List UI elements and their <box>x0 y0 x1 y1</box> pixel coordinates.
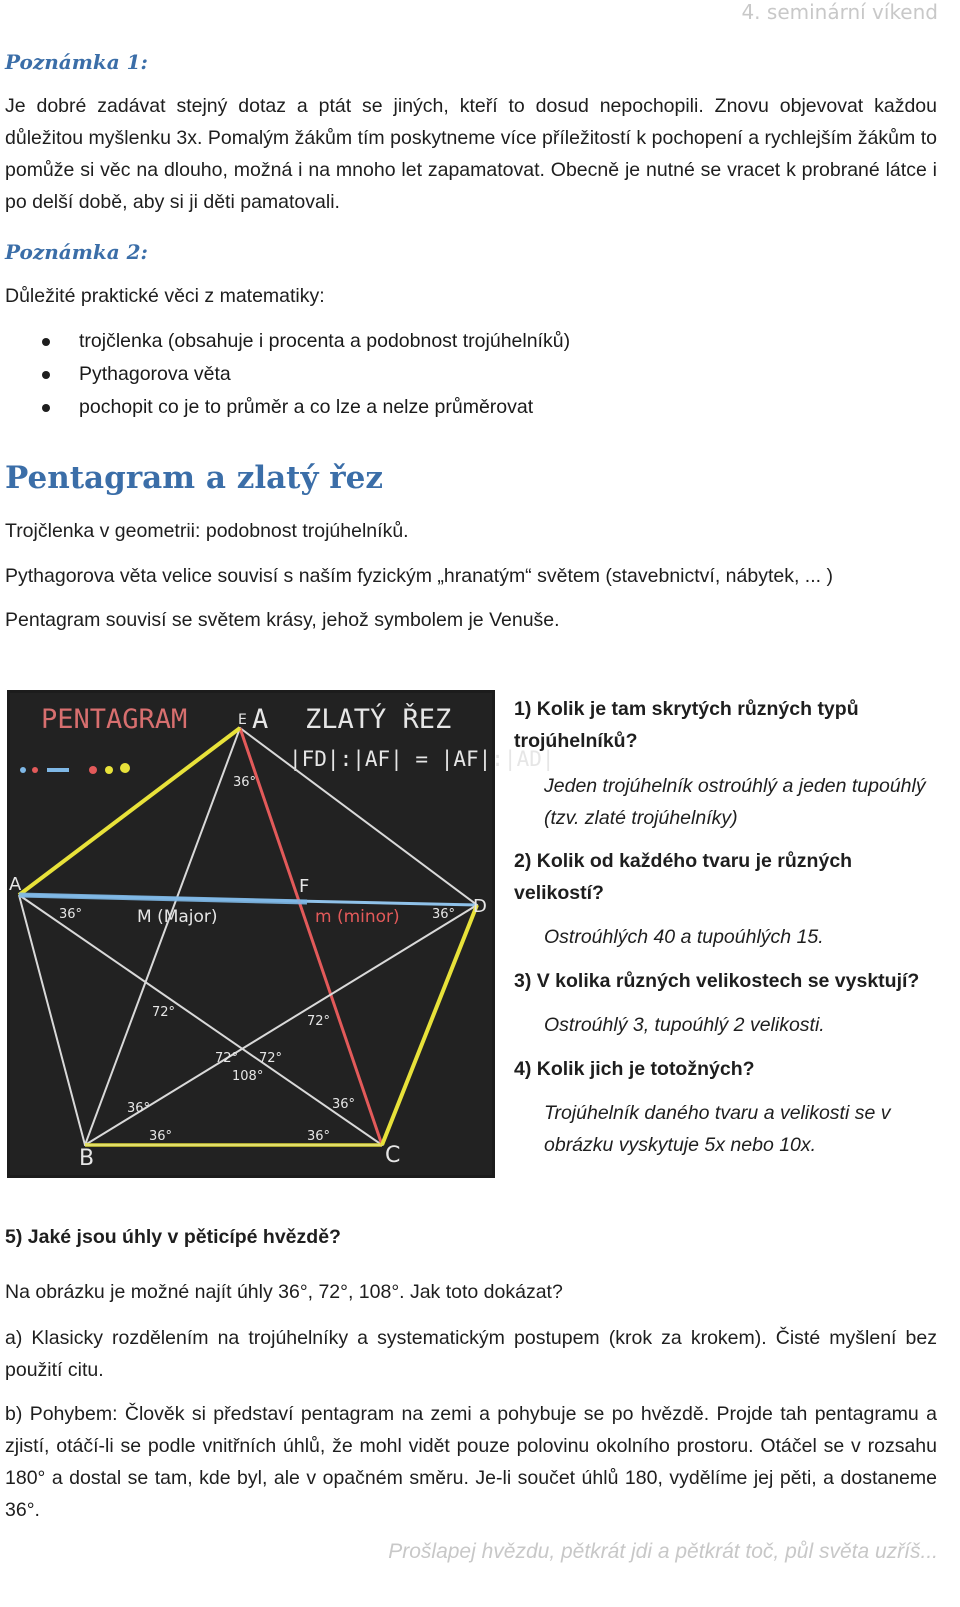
question-3: 3) V kolika různých velikostech se vysktují? <box>514 970 920 992</box>
angle-label: 72° <box>259 1051 283 1066</box>
q5-answer-a: a) Klasicky rozdělením na trojúhelníky a systematickým postupem (krok za krokem). Čisté myšlení bez použití citu. <box>5 1327 937 1381</box>
question-4: 4) Kolik jich je totožných? <box>514 1058 755 1080</box>
board-title-left: PENTAGRAM <box>41 704 188 735</box>
section-line-1: Trojčlenka v geometrii: podobnost trojúhelníků. <box>5 520 409 542</box>
note1-text: Je dobré zadávat stejný dotaz a ptát se jiných, kteří to dosud nepochopili. Znovu objevovat každou důležitou myšlenku 3x. Pomalým žákům tím poskytneme více příležitostí k pochopení a rychlejším žákům to pomůže si věc na dlouho, možná i na mnoho let zapamatovat. Obecně je nutné se vracet k probrané látce i po delší době, aby si ji děti pamatovali. <box>5 95 937 213</box>
answer-4: Trojúhelník daného tvaru a velikosti se v obrázku vyskytuje 5x nebo 10x. <box>544 1102 891 1156</box>
bullet-dot-icon <box>42 371 50 379</box>
page-header: 4. seminární víkend <box>741 0 938 24</box>
note2-title: Poznámka 2: <box>5 240 148 264</box>
question-5: 5) Jaké jsou úhly v pěticípé hvězdě? <box>5 1226 341 1248</box>
angle-label: 36° <box>233 775 257 790</box>
vertex-label-F: F <box>299 876 310 897</box>
question-1: 1) Kolik je tam skrytých různých typů trojúhelníků? <box>514 698 859 752</box>
q5-line1: Na obrázku je možné najít úhly 36°, 72°, 108°. Jak toto dokázat? <box>5 1281 563 1303</box>
section-title: Pentagram a zlatý řez <box>5 460 383 496</box>
section-line-3: Pentagram souvisí se světem krásy, jehož symbolem je Venuše. <box>5 609 560 631</box>
list-item: trojčlenka (obsahuje i procenta a podobnost trojúhelníků) <box>0 325 570 358</box>
question-2: 2) Kolik od každého tvaru je různých velikostí? <box>514 850 853 904</box>
label-minor: m (minor) <box>315 907 400 927</box>
section-line-2: Pythagorova věta velice souvisí s naším fyzickým „hranatým“ světem (stavebnictví, nábytek, ... ) <box>5 565 833 587</box>
list-item: Pythagorova věta <box>0 358 570 391</box>
angle-label: 72° <box>152 1005 176 1020</box>
note1-title: Poznámka 1: <box>5 50 148 74</box>
board-title-mid: A <box>252 704 269 735</box>
pentagram-chalkboard-image <box>7 690 555 1178</box>
angle-label: 108° <box>232 1069 264 1084</box>
note2-intro: Důležité praktické věci z matematiky: <box>5 285 325 307</box>
angle-label: 72° <box>215 1051 239 1066</box>
vertex-label-E: E <box>238 712 247 728</box>
answer-3: Ostroúhlý 3, tupoúhlý 2 velikosti. <box>544 1014 825 1036</box>
angle-label: 36° <box>332 1097 356 1112</box>
vertex-label-B: B <box>79 1146 95 1171</box>
bullet-dot-icon <box>42 338 50 346</box>
vertex-label-C: C <box>385 1143 401 1168</box>
label-major: M (Major) <box>137 907 218 927</box>
board-formula: |FD|:|AF| = |AF|:|AD| <box>289 747 555 771</box>
angle-label: 36° <box>432 907 456 922</box>
list-item: pochopit co je to průměr a co lze a nelze průměrovat <box>0 391 570 424</box>
vertex-label-A: A <box>9 874 22 895</box>
board-title-right: ZLATÝ ŘEZ <box>305 704 452 735</box>
answer-2: Ostroúhlých 40 a tupoúhlých 15. <box>544 926 824 948</box>
q5-answer-b: b) Pohybem: Člověk si představí pentagram na zemi a pohybuje se po hvězdě. Projde tah pentagramu a zjistí, otáčí-li se podle vnitřních úhlů, že mohl vidět pouze polovinu okolního prostoru. Otáčel se v rozsahu 180° a dostal se tam, kde byl, ale v opačném směru. Je-li součet úhlů 180, vydělíme jej pěti, a dostaneme 36°. <box>5 1403 937 1521</box>
angle-label: 36° <box>307 1129 331 1144</box>
angle-label: 36° <box>149 1129 173 1144</box>
angle-label: 36° <box>59 907 83 922</box>
page-footer: Prošlapej hvězdu, pětkrát jdi a pětkrát toč, půl světa uzříš... <box>388 1540 938 1563</box>
bullet-list <box>0 325 570 424</box>
vertex-label-D: D <box>473 896 487 917</box>
angle-label: 72° <box>307 1014 331 1029</box>
bullet-dot-icon <box>42 404 50 412</box>
angle-label: 36° <box>127 1101 151 1116</box>
answer-1: Jeden trojúhelník ostroúhlý a jeden tupoúhlý (tzv. zlaté trojúhelníky) <box>544 775 926 829</box>
